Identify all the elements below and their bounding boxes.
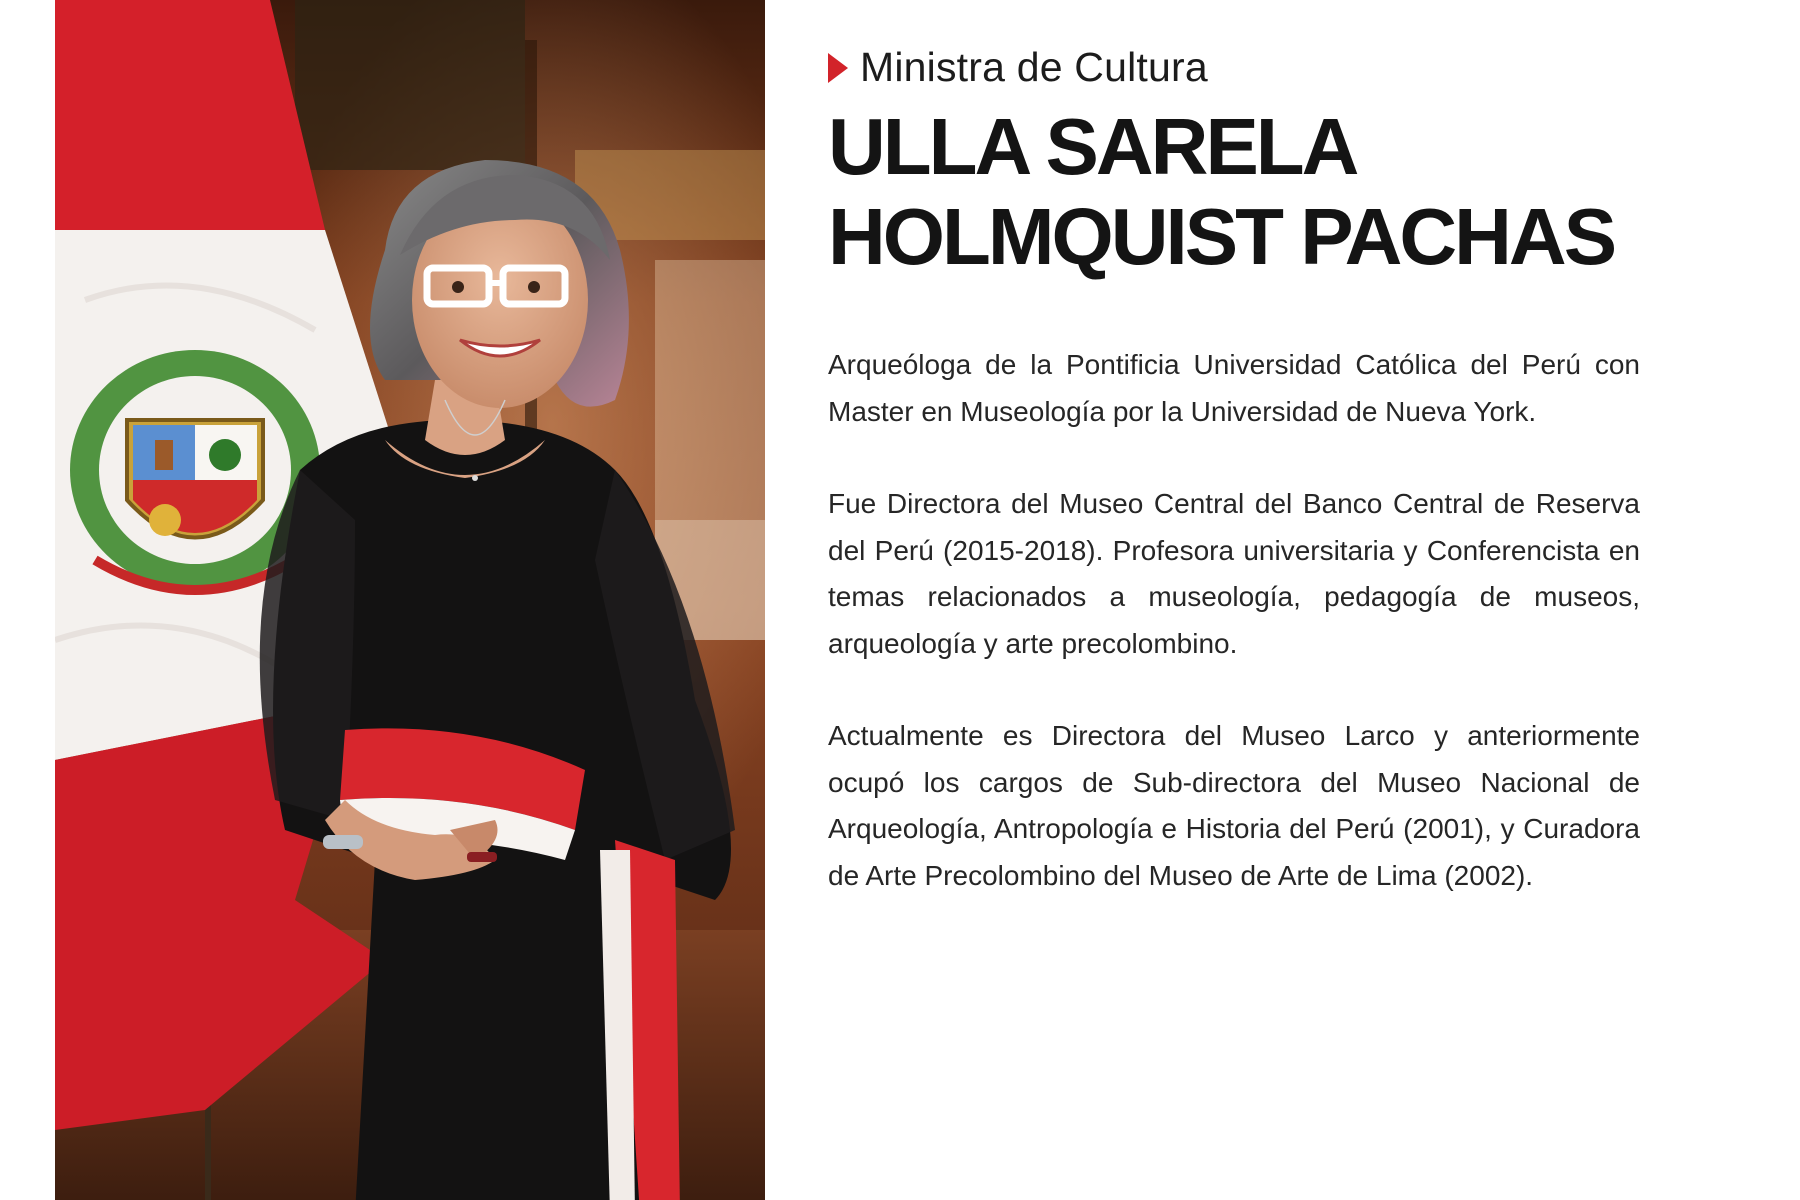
- person-name: [828, 102, 1614, 282]
- role-heading: [828, 44, 1208, 91]
- bio-paragraph-education: Arqueóloga de la Pontificia Universidad Católica del Perú con Master en Museología por la Universidad de Nueva York.: [828, 349, 1640, 427]
- name-line-2: HOLMQUIST PACHAS: [828, 192, 1615, 281]
- bio-paragraph-current: Actualmente es Directora del Museo Larco y anteriormente ocupó los cargos de Sub-directora del Museo Nacional de Arqueología, Antropología e Historia del Perú (2001), y Curadora de Arte Precolombino del Museo de Arte de Lima (2002).: [828, 720, 1640, 891]
- bio-paragraph-career: Fue Directora del Museo Central del Banco Central de Reserva del Perú (2015-2018). Profesora universitaria y Conferencista en temas relacionados a museología, pedagogía de museos, arqueología y arte precolombino.: [828, 488, 1640, 659]
- role-label: Ministra de Cultura: [860, 44, 1208, 90]
- triangle-bullet-icon: [828, 53, 848, 83]
- name-line-1: ULLA SARELA: [828, 102, 1357, 191]
- portrait-illustration: [55, 0, 765, 1200]
- biography: [828, 342, 1640, 945]
- portrait-photo: [55, 0, 765, 1200]
